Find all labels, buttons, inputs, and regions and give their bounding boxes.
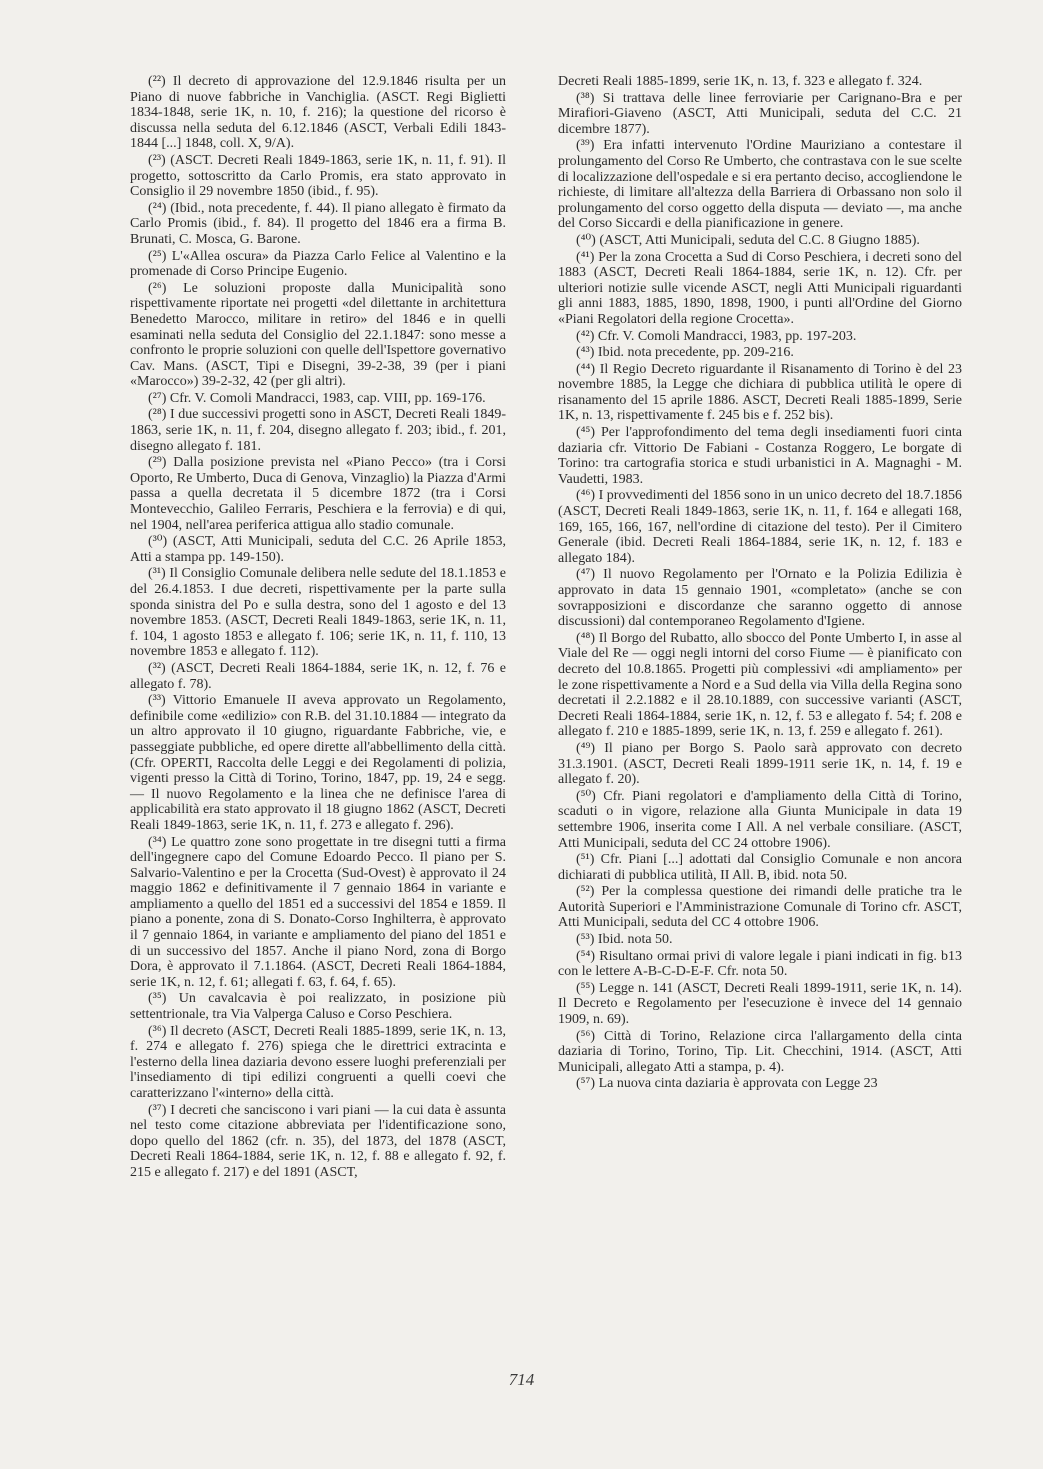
footnote-number: (²⁸) — [148, 407, 167, 423]
footnote — [558, 567, 962, 629]
footnote-text: Ibid. nota 50. — [597, 932, 673, 948]
footnote-number: (²³) — [148, 152, 166, 168]
footnote-number: (⁴⁶) — [576, 488, 596, 504]
footnote-continuation — [558, 74, 962, 90]
footnote-number: (³⁴) — [148, 834, 167, 850]
footnote — [558, 631, 962, 740]
footnote — [130, 74, 506, 152]
footnote-number: (⁵⁰) — [576, 788, 596, 804]
footnote-number: (³⁰) — [148, 534, 168, 550]
footnote-text: Cfr. V. Comoli Mandracci, 1983, cap. VIII, pp. 169-176. — [169, 390, 486, 406]
footnote-number: (²⁹) — [148, 455, 167, 471]
footnote-number: (⁴³) — [576, 345, 595, 361]
footnote — [130, 249, 506, 280]
footnote-text: I provvedimenti del 1856 sono in un unico decreto del 18.7.1856 (ASCT, Decreti Reali 1849-1863, serie 1K, n. 11, f. 164 e allegati 168, 169, 165, 166, 167, nell'ordine di citazione del testo). Per il Cimitero Generale (ibid. Decreti Reali 1864-1884, serie 1K, n. 12, f. 183 e allegato 184). — [558, 488, 963, 566]
footnote-number: (⁴²) — [576, 328, 595, 344]
footnote — [558, 741, 962, 788]
footnote-number: (⁴⁴) — [576, 361, 596, 377]
footnote-text: Il Regio Decreto riguardante il Risanamento di Torino è del 23 novembre 1885, la Legge che dichiara di pubblica utilità le opere di risanamento del 15 aprile 1886. ASCT, Decreti Reali 1885-1899, Serie 1K, n. 13, rispettivamente f. 245 bis e f. 252 bis). — [558, 361, 963, 424]
footnote-number: (⁴⁵) — [576, 425, 596, 441]
footnote-text: (Ibid., nota precedente, f. 44). Il piano allegato è firmato da Carlo Promis (ibid., f. 84). Il progetto del 1846 era a firma B. Brunati, C. Mosca, G. Barone. — [130, 200, 506, 247]
footnote-number: (⁵⁶) — [576, 1028, 596, 1044]
footnote-text: L'«Allea oscura» da Piazza Carlo Felice al Valentino e la promenade di Corso Principe Eugenio. — [130, 248, 506, 280]
footnote-text: Ibid. nota precedente, pp. 209-216. — [597, 345, 794, 361]
footnote-text: Per la complessa questione dei rimandi delle pratiche tra le Autorità Superiori e l'Amministrazione Comunale di Torino cfr. ASCT, Atti Municipali, seduta del CC 4 ottobre 1906. — [558, 884, 963, 931]
footnote — [130, 1024, 506, 1102]
footnote — [130, 835, 506, 991]
footnote-number: (³²) — [148, 660, 166, 676]
footnote — [558, 981, 962, 1028]
footnote — [130, 201, 506, 248]
footnote — [558, 138, 962, 232]
page-number: 714 — [508, 1370, 535, 1389]
footnote-number: (⁵²) — [576, 884, 595, 900]
footnote — [558, 345, 962, 361]
footnote-text: Per la zona Crocetta a Sud di Corso Peschiera, i decreti sono del 1883 (ASCT, Decreti Reali 1864-1884, serie 1K, n. 12). Cfr. per ulteriori notizie sulle vicende ASCT, negli Atti Municipali riguardanti gli anni 1883, 1885, 1890, 1898, 1900, i punti all'Ordine del Giorno «Piani Regolatori della regione Crocetta». — [558, 249, 962, 327]
footnote — [558, 789, 962, 851]
footnote-text: Il decreto di approvazione del 12.9.1846 risulta per un Piano di nuove fabbriche in Vanchiglia. (ASCT. Regi Biglietti 1834-1848, serie 1K, n. 10, f. 216); la questione del ricorso è discussa nella seduta del 6.12.1846 (ASCT, Verbali Edili 1843-1844 [...] 1848, coll. X, 9/A). — [130, 74, 506, 152]
footnote-text: Decreti Reali 1885-1899, serie 1K, n. 13, f. 323 e allegato f. 324. — [558, 74, 923, 89]
footnote — [558, 362, 962, 424]
footnote — [130, 693, 506, 833]
footnote-text: Vittorio Emanuele II aveva approvato un Regolamento, definibile come «edilizio» con R.B. del 31.10.1884 — integrato da un altro approvato il 10 giugno, riguardante Fabbriche, vie, e passeggiate pubbliche, ed opere dirette all'abbellimento della città. (Cfr. OPERTI, Raccolta delle Leggi e dei Regolamenti di polizia, vigenti presso la Città di Torino, Torino, 1847, pp. 19, 24 e segg. — Il nuovo Regolamento e la linea che ne definisce l'area di applicabilità era stato approvato il 18 giugno 1862 (ASCT, Decreti Reali 1849-1863, serie 1K, n. 11, f. 273 e allegato f. 296). — [130, 693, 506, 833]
footnote-text: Il Borgo del Rubatto, allo sbocco del Ponte Umberto I, in asse al Viale del Re — oggi negli intorni del corso Fiume — è pianificato con decreto del 10.8.1865. Progetti più complessivi «di ampliamento» per le zone rispettivamente a Nord e a Sud della via Villa della Regina sono decretati il 2.2.1882 e il 28.10.1889, con successive varianti (ASCT, Decreti Reali 1864-1884, serie 1K, n. 12, f. 53 e allegato f. 54; f. 208 e allegato f. 210 e 1885-1899, serie 1K, n. 13, f. 259 e allegato f. 261). — [558, 630, 963, 740]
footnote — [558, 425, 962, 487]
footnote-number: (⁴⁰) — [576, 232, 596, 248]
footnote-number: (³⁶) — [148, 1023, 167, 1039]
footnote-text: Legge n. 141 (ASCT, Decreti Reali 1899-1911, serie 1K, n. 14). Il Decreto e Regolamento per l'esecuzione è invece del 14 gennaio 1909, n. 69). — [558, 980, 962, 1028]
footnote — [558, 250, 962, 328]
footnote-number: (³⁹) — [576, 138, 595, 154]
footnote — [558, 1029, 962, 1076]
footnote — [558, 233, 962, 249]
footnote-number: (⁴⁸) — [576, 630, 596, 646]
footnote-text: Le soluzioni proposte dalla Municipalità sono rispettivamente riportate nei progetti «del dilettante in architettura Benedetto Marocco, militare in retiro» del 1846 e in quelli esaminati nella seduta del Consiglio del 22.1.1847: sono messe a confronto le proprie soluzioni con quelle dell'Ispettore governativo Cav. Mans. (ASCT, Tipi e Disegni, 39-2-38, 39 (per i piani «Marocco») 39-2-32, 42 (per gli altri). — [130, 280, 506, 390]
footnote-text: (ASCT, Atti Municipali, seduta del C.C. 8 Giugno 1885). — [599, 232, 920, 248]
footnote — [130, 281, 506, 390]
footnote — [558, 949, 962, 980]
footnote — [558, 932, 962, 948]
footnote-text: Il Consiglio Comunale delibera nelle sedute del 18.1.1853 e del 26.4.1853. I due decreti, rispettivamente per la parte sulla sponda sinistra del Po e sulla destra, sono del 1 agosto e del 13 novembre 1853. (ASCT, Decreti Reali 1849-1863, serie 1K, n. 11, f. 104, 1 agosto 1853 e allegato f. 106; serie 1K, n. 11, f. 110, 13 novembre 1853 e allegato f. 112). — [130, 566, 506, 660]
footnote-number: (³⁷) — [148, 1102, 167, 1118]
footnote-text: Per l'approfondimento del tema degli insediamenti fuori cinta daziaria cfr. Vittorio De Fabiani - Costanza Roggero, Le borgate di Torino: tra cartografia storica e studi urbanistici in A. Magnaghi - M. Vaudetti, 1983. — [558, 425, 963, 487]
footnote-number: (⁵³) — [576, 932, 595, 948]
footnote — [558, 91, 962, 138]
footnote — [130, 534, 506, 565]
footnote-number: (⁴⁷) — [576, 567, 596, 583]
footnote-number: (³⁵) — [148, 991, 167, 1007]
footnotes-right-column — [558, 74, 962, 1093]
footnote — [130, 407, 506, 454]
footnote-number: (²⁵) — [148, 248, 167, 264]
footnote-text: Il nuovo Regolamento per l'Ornato e la Polizia Edilizia è approvato in data 15 gennaio 1901, «completato» (anche se con sovrapposizioni e discordanze che saranno oggetto di annose discussioni) dal contemporaneo Regolamento d'Igiene. — [558, 567, 962, 630]
footnote-number: (²⁴) — [148, 200, 167, 216]
footnotes-left-column — [130, 74, 506, 1182]
footnote-text: Un cavalcavia è poi realizzato, in posizione più settentrionale, tra Via Valperga Caluso e Corso Peschiera. — [130, 991, 506, 1023]
footnote — [558, 1076, 962, 1092]
footnote-number: (³³) — [148, 693, 166, 709]
footnote-number: (²⁷) — [148, 390, 167, 406]
footnote-text: Le quattro zone sono progettate in tre disegni tutti a firma dell'ingegnere capo del Comune Edoardo Pecco. Il piano per S. Salvario-Valentino e per la Crocetta (Sud-Ovest) è approvato il 24 maggio 1862 e definitivamente il 7 gennaio 1864 in variante e ampliamento a quello del 1851 ed a successivi del 1854 e 1859. Il piano a ponente, zona di S. Donato-Corso Inghilterra, è approvato il 7 gennaio 1864, in variante e ampliamento del piano del 1851 e di un successivo del 1857. Anche il piano Nord, zona di Borgo Dora, è approvato il 7.1.1864. (ASCT, Decreti Reali 1864-1884, serie 1K, n. 12, f. 61; allegati f. 63, f. 64, f. 65). — [130, 834, 506, 990]
footnote-text: (ASCT, Atti Municipali, seduta del C.C. 26 Aprile 1853, Atti a stampa pp. 149-150). — [130, 534, 507, 565]
footnote-number: (⁴⁹) — [576, 740, 596, 756]
footnote-number: (⁴¹) — [576, 249, 595, 265]
footnote — [130, 566, 506, 660]
footnote-text: Era infatti intervenuto l'Ordine Mauriziano a contestare il prolungamento del Corso Re Umberto, che contrastava con le sue scelte di localizzazione dell'ospedale e si era pertanto deciso, accogliendone le richieste, di limitare all'altezza della Barriera di Orbassano non solo il prolungamento del corso oggetto della disputa — deviato —, ma anche del Corso Siccardi e della pianificazione in genere. — [558, 138, 963, 232]
footnote-text: Il piano per Borgo S. Paolo sarà approvato con decreto 31.3.1901. (ASCT, Decreti Reali 1899-1911 serie 1K, n. 14, f. 19 e allegato f. 20). — [558, 740, 962, 788]
footnote-text: I decreti che sanciscono i vari piani — la cui data è assunta nel testo come citazione abbreviata per l'identificazione sono, dopo quello del 1862 (cfr. n. 35), del 1873, del 1878 (ASCT, Decreti Reali 1864-1884, serie 1K, n. 12, f. 88 e allegato f. 92, f. 215 e allegato f. 217) e del 1891 (ASCT, — [130, 1102, 507, 1180]
footnote — [558, 488, 962, 566]
footnote — [130, 391, 506, 407]
footnote — [130, 661, 506, 692]
footnote-text: (ASCT. Decreti Reali 1849-1863, serie 1K, n. 11, f. 91). Il progetto, sottoscritto da Carlo Promis, era stato approvato in Consiglio il 29 novembre 1850 (ibid., f. 95). — [130, 152, 506, 200]
footnote-text: Il decreto (ASCT, Decreti Reali 1885-1899, serie 1K, n. 13, f. 274 e allegato f. 276) spiega che le direttrici extracinta e l'esterno della linea daziaria devono essere luoghi preferenziali per l'insediamento di tipi edilizi congruenti a quelli coevi che caratterizzano l'«interno» della città. — [130, 1023, 507, 1101]
footnote — [130, 991, 506, 1022]
footnote-text: Si trattava delle linee ferroviarie per Carignano-Bra e per Mirafiori-Giaveno (ASCT, Atti Municipali, seduta del C.C. 21 dicembre 1877). — [558, 90, 963, 137]
footnote-text: Cfr. Piani regolatori e d'ampliamento della Città di Torino, scaduti o in vigore, relazione alla Giunta Municipale in data 19 settembre 1906, inserita come I All. A nel verbale consiliare. (ASCT, Atti Municipali, seduta del CC 24 ottobre 1906). — [558, 788, 962, 851]
footnote-number: (³¹) — [148, 566, 166, 582]
footnote-text: Risultano ormai privi di valore legale i piani indicati in fig. b13 con le lettere A-B-C-D-E-F. Cfr. nota 50. — [558, 948, 962, 980]
footnote — [130, 153, 506, 200]
footnote — [558, 329, 962, 345]
footnote-number: (⁵⁴) — [576, 948, 596, 964]
footnote-number: (²²) — [148, 74, 166, 89]
footnote — [558, 852, 962, 883]
footnote-number: (⁵⁵) — [576, 980, 596, 996]
footnote-number: (⁵¹) — [576, 852, 595, 868]
footnote — [130, 1103, 506, 1181]
footnote-text: Città di Torino, Relazione circa l'allargamento della cinta daziaria di Torino, Torino, Tip. Lit. Checchini, 1914. (ASCT, Atti Municipali, allegato Atti a stampa, p. 4). — [558, 1028, 962, 1075]
footnote-text: La nuova cinta daziaria è approvata con Legge 23 — [598, 1076, 878, 1092]
footnote-text: (ASCT, Decreti Reali 1864-1884, serie 1K, n. 12, f. 76 e allegato f. 78). — [130, 660, 506, 692]
footnote-number: (³⁸) — [576, 90, 595, 106]
footnote-number: (⁵⁷) — [576, 1076, 596, 1092]
footnote — [130, 455, 506, 533]
footnote-number: (²⁶) — [148, 280, 167, 296]
footnote-text: Cfr. V. Comoli Mandracci, 1983, pp. 197-203. — [597, 328, 857, 344]
footnote-text: Cfr. Piani [...] adottati dal Consiglio Comunale e non ancora dichiarati di pubblica utilità, II All. B, ibid. nota 50. — [558, 852, 962, 883]
footnote — [558, 884, 962, 931]
footnote-text: Dalla posizione prevista nel «Piano Pecco» (tra i Corsi Oporto, Re Umberto, Duca di Genova, Vinzaglio) la Piazza d'Armi passa a quella decretata il 5 dicembre 1872 (tra i Corsi Montevecchio, Galileo Ferraris, Peschiera e la ferrovia) e di qui, nel 1904, nell'area periferica attigua allo stadio comunale. — [130, 455, 507, 533]
footnote-text: I due successivi progetti sono in ASCT, Decreti Reali 1849-1863, serie 1K, n. 11, f. 204, disegno allegato f. 203; ibid., f. 201, disegno allegato f. 181. — [130, 407, 506, 454]
